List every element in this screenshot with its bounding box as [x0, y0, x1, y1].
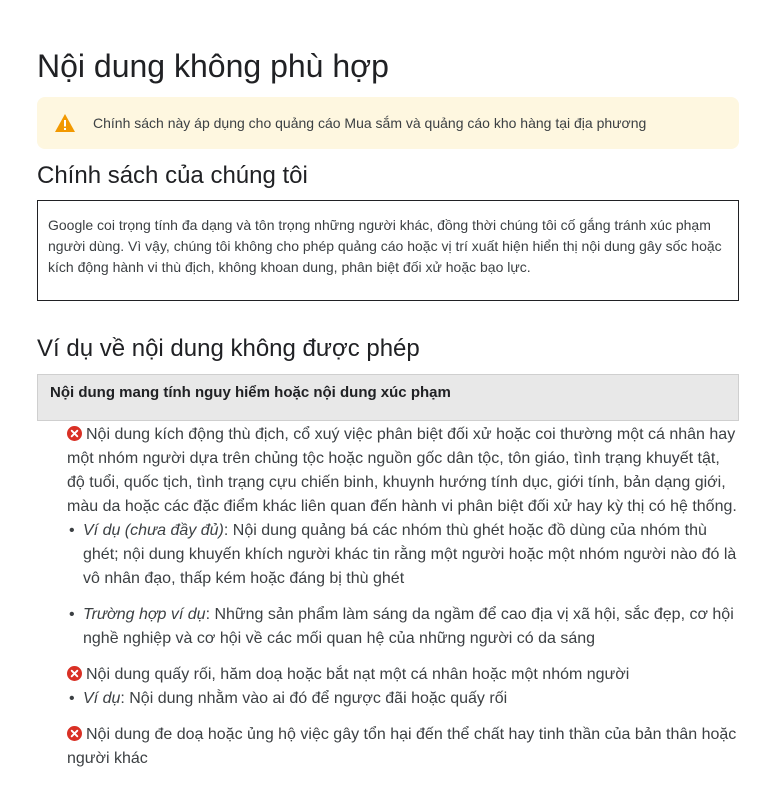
disallowed-item — [67, 663, 739, 687]
disallowed-item — [67, 423, 739, 519]
policy-box — [37, 200, 739, 301]
example-label: Trường hợp ví dụ — [83, 606, 206, 623]
example-text: : Nội dung nhằm vào ai đó để ngược đãi hoặc quấy rối — [120, 690, 508, 707]
example-label: Ví dụ (chưa đầy đủ) — [83, 522, 224, 539]
example-bullet — [67, 603, 739, 651]
red-x-circle-icon — [67, 666, 82, 681]
examples-content — [37, 421, 739, 771]
example-text: : Nội dung quảng bá các nhóm thù ghét hoặc đồ dùng của nhóm thù ghét; nội dung khuyến khích người khác tin rằng một người hoặc một nhóm người nào đó là vô nhân đạo, thấp kém hoặc đáng bị thù ghét — [83, 522, 737, 587]
example-bullet — [67, 519, 739, 591]
page — [37, 0, 739, 771]
red-x-circle-icon — [67, 726, 82, 741]
bullet-dot: • — [69, 690, 75, 707]
red-x-circle-icon — [67, 426, 82, 441]
policy-body: Google coi trọng tính đa dạng và tôn trọng những người khác, đồng thời chúng tôi cố gắng tránh xúc phạm người dùng. Vì vậy, chúng tôi không cho phép quảng cáo hoặc vị trí xuất hiện hiển thị nội dung gây sốc hoặc kích động hành vi thù địch, không khoan dung, phân biệt đối xử hoặc bạo lực. — [48, 217, 722, 275]
examples-heading: Ví dụ về nội dung không được phép — [37, 335, 420, 362]
bullet-dot: • — [69, 606, 75, 623]
disallowed-item-text: Nội dung quấy rối, hăm doạ hoặc bắt nạt một cá nhân hoặc một nhóm người — [86, 666, 630, 683]
disallowed-item-text: Nội dung đe doạ hoặc ủng hộ việc gây tổn hại đến thể chất hay tinh thần của bản thân hoặc người khác — [67, 726, 737, 767]
example-list — [67, 519, 739, 651]
page-title: Nội dung không phù hợp — [37, 48, 389, 84]
example-text: : Những sản phẩm làm sáng da ngầm để cao địa vị xã hội, sắc đẹp, cơ hội nghề nghiệp và cơ hội về các mối quan hệ của những người có da sáng — [83, 606, 734, 647]
table-header: Nội dung mang tính nguy hiểm hoặc nội dung xúc phạm — [37, 374, 739, 421]
notice-banner — [37, 97, 739, 149]
bullet-dot: • — [69, 522, 75, 539]
disallowed-item — [67, 723, 739, 771]
example-bullet — [67, 687, 739, 711]
example-label: Ví dụ — [83, 690, 121, 707]
example-list — [67, 687, 739, 711]
policy-heading: Chính sách của chúng tôi — [37, 162, 308, 189]
warning-icon — [54, 113, 76, 133]
notice-text: Chính sách này áp dụng cho quảng cáo Mua sắm và quảng cáo kho hàng tại địa phương — [93, 115, 647, 131]
disallowed-item-text: Nội dung kích động thù địch, cổ xuý việc phân biệt đối xử hoặc coi thường một cá nhân hay một nhóm người dựa trên chủng tộc hoặc nguồn gốc dân tộc, tôn giáo, tình trạng khuyết tật, độ tuổi, quốc tịch, tình trạng cựu chiến binh, khuynh hướng tính dục, giới tính, bản dạng giới, màu da hoặc các đặc điểm khác liên quan đến hành vi phân biệt đối xử hay kỳ thị có hệ thống. — [67, 426, 737, 515]
